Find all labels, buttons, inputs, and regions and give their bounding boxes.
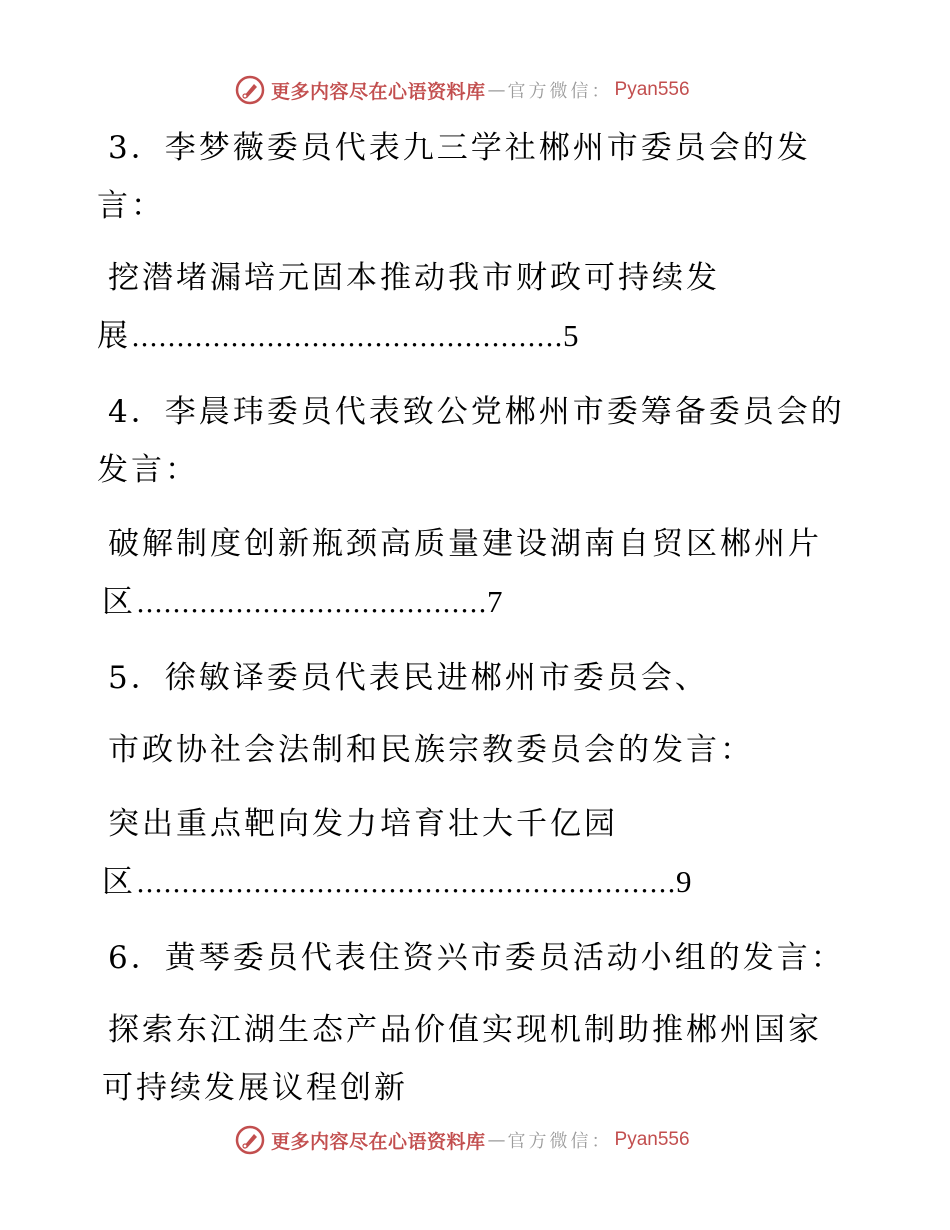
watermark-header	[235, 73, 690, 107]
entry-4-title-end: 区	[102, 584, 136, 620]
entry-4-leader-dots: …………………………………	[136, 588, 487, 619]
watermark-wechat-id: Pyan556	[614, 1129, 690, 1150]
entry-6-title: 探索东江湖生态产品价值实现机制助推郴州国家	[108, 1012, 822, 1048]
entry-4-page-number: 7	[487, 584, 503, 619]
entry-4-heading: 4．李晨玮委员代表致公党郴州市委筹备委员会的	[108, 394, 845, 430]
entry-5-heading: 5．徐敏译委员代表民进郴州市委员会、	[108, 660, 709, 696]
watermark-wechat-id: Pyan556	[614, 79, 690, 100]
entry-6-title-cont: 可持续发展议程创新	[102, 1070, 408, 1106]
watermark-text: 更多内容尽在心语资料库	[271, 80, 486, 103]
entry-3-page-number: 5	[563, 318, 579, 353]
watermark-text: 更多内容尽在心语资料库	[271, 1130, 486, 1153]
entry-5-heading-cont: 市政协社会法制和民族宗教委员会的发言：	[108, 732, 754, 768]
watermark-official-label: 官方微信：	[507, 1131, 613, 1152]
entry-4-heading-cont: 发言：	[97, 452, 199, 488]
watermark-dash: —	[487, 79, 506, 101]
entry-5-title-cont	[102, 862, 692, 904]
entry-3-title-end: 展	[97, 318, 131, 354]
entry-4-title-cont	[102, 582, 503, 624]
entry-6-heading: 6．黄琴委员代表住资兴市委员活动小组的发言：	[108, 940, 845, 976]
entry-3-heading-cont: 言：	[97, 188, 165, 224]
entry-5-title: 突出重点靶向发力培育壮大千亿园	[108, 806, 618, 842]
entry-5-leader-dots: ……………………………………………………	[136, 868, 676, 899]
entry-3-leader-dots: …………………………………………	[131, 322, 563, 353]
watermark-official-label: 官方微信：	[507, 81, 613, 102]
entry-4-title: 破解制度创新瓶颈高质量建设湖南自贸区郴州片	[108, 526, 822, 562]
entry-3-heading: 3．李梦薇委员代表九三学社郴州市委员会的发	[108, 130, 811, 166]
entry-5-title-end: 区	[102, 864, 136, 900]
entry-3-title: 挖潜堵漏培元固本推动我市财政可持续发	[108, 260, 720, 296]
entry-3-title-cont	[97, 316, 579, 358]
brand-logo-icon	[235, 75, 265, 105]
watermark-dash: —	[487, 1129, 506, 1151]
watermark-footer	[235, 1123, 690, 1157]
entry-5-page-number: 9	[676, 864, 692, 899]
brand-logo-icon	[235, 1125, 265, 1155]
